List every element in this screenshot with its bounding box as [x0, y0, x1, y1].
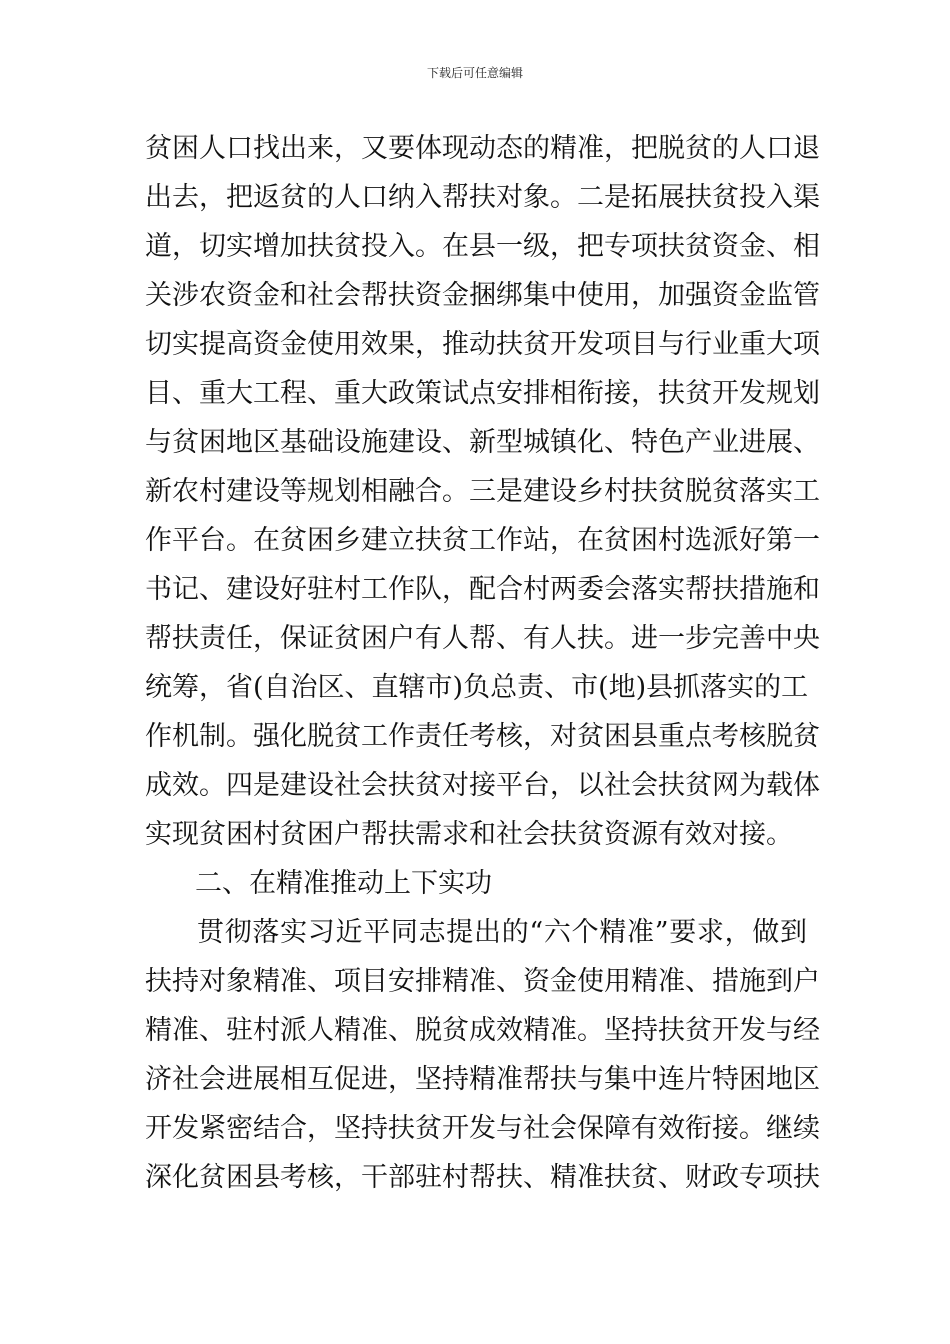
body-line-5: 切实提高资金使用效果，推动扶贫开发项目与行业重大项 — [145, 329, 820, 360]
section-heading: 二、在精准推动上下实功 — [195, 868, 492, 899]
body-line-15: 实现贫困村贫困户帮扶需求和社会扶贫资源有效对接。 — [145, 819, 793, 850]
body-line-6: 目、重大工程、重大政策试点安排相衔接，扶贫开发规划 — [145, 378, 820, 409]
body-line-2: 出去，把返贫的人口纳入帮扶对象。二是拓展扶贫投入渠 — [145, 182, 820, 213]
body-line-14: 成效。四是建设社会扶贫对接平台，以社会扶贫网为载体 — [145, 770, 820, 801]
body-line-1: 贫困人口找出来，又要体现动态的精准，把脱贫的人口退 — [145, 133, 820, 164]
body-line-19: 精准、驻村派人精准、脱贫成效精准。坚持扶贫开发与经 — [145, 1015, 820, 1046]
body-line-22: 深化贫困县考核，干部驻村帮扶、精准扶贫、财政专项扶 — [145, 1162, 820, 1193]
body-line-12: 统筹，省(自治区、直辖市)负总责、市(地)县抓落实的工 — [145, 672, 809, 703]
body-line-8: 新农村建设等规划相融合。三是建设乡村扶贫脱贫落实工 — [145, 476, 820, 507]
body-line-10: 书记、建设好驻村工作队，配合村两委会落实帮扶措施和 — [145, 574, 820, 605]
body-line-13: 作机制。强化脱贫工作责任考核，对贫困县重点考核脱贫 — [145, 721, 820, 752]
body-line-18: 扶持对象精准、项目安排精准、资金使用精准、措施到户 — [145, 966, 820, 997]
body-line-4: 关涉农资金和社会帮扶资金捆绑集中使用，加强资金监管 — [145, 280, 820, 311]
body-line-20: 济社会进展相互促进，坚持精准帮扶与集中连片特困地区 — [145, 1064, 820, 1095]
body-line-17: 贯彻落实习近平同志提出的“六个精准”要求，做到 — [197, 917, 807, 948]
body-line-9: 作平台。在贫困乡建立扶贫工作站，在贫困村选派好第一 — [145, 525, 820, 556]
body-line-7: 与贫困地区基础设施建设、新型城镇化、特色产业进展、 — [145, 427, 820, 458]
body-line-21: 开发紧密结合，坚持扶贫开发与社会保障有效衔接。继续 — [145, 1113, 820, 1144]
body-line-11: 帮扶责任，保证贫困户有人帮、有人扶。进一步完善中央 — [145, 623, 820, 654]
page-header: 下载后可任意编辑 — [426, 66, 523, 80]
body-line-3: 道，切实增加扶贫投入。在县一级，把专项扶贫资金、相 — [145, 231, 820, 262]
